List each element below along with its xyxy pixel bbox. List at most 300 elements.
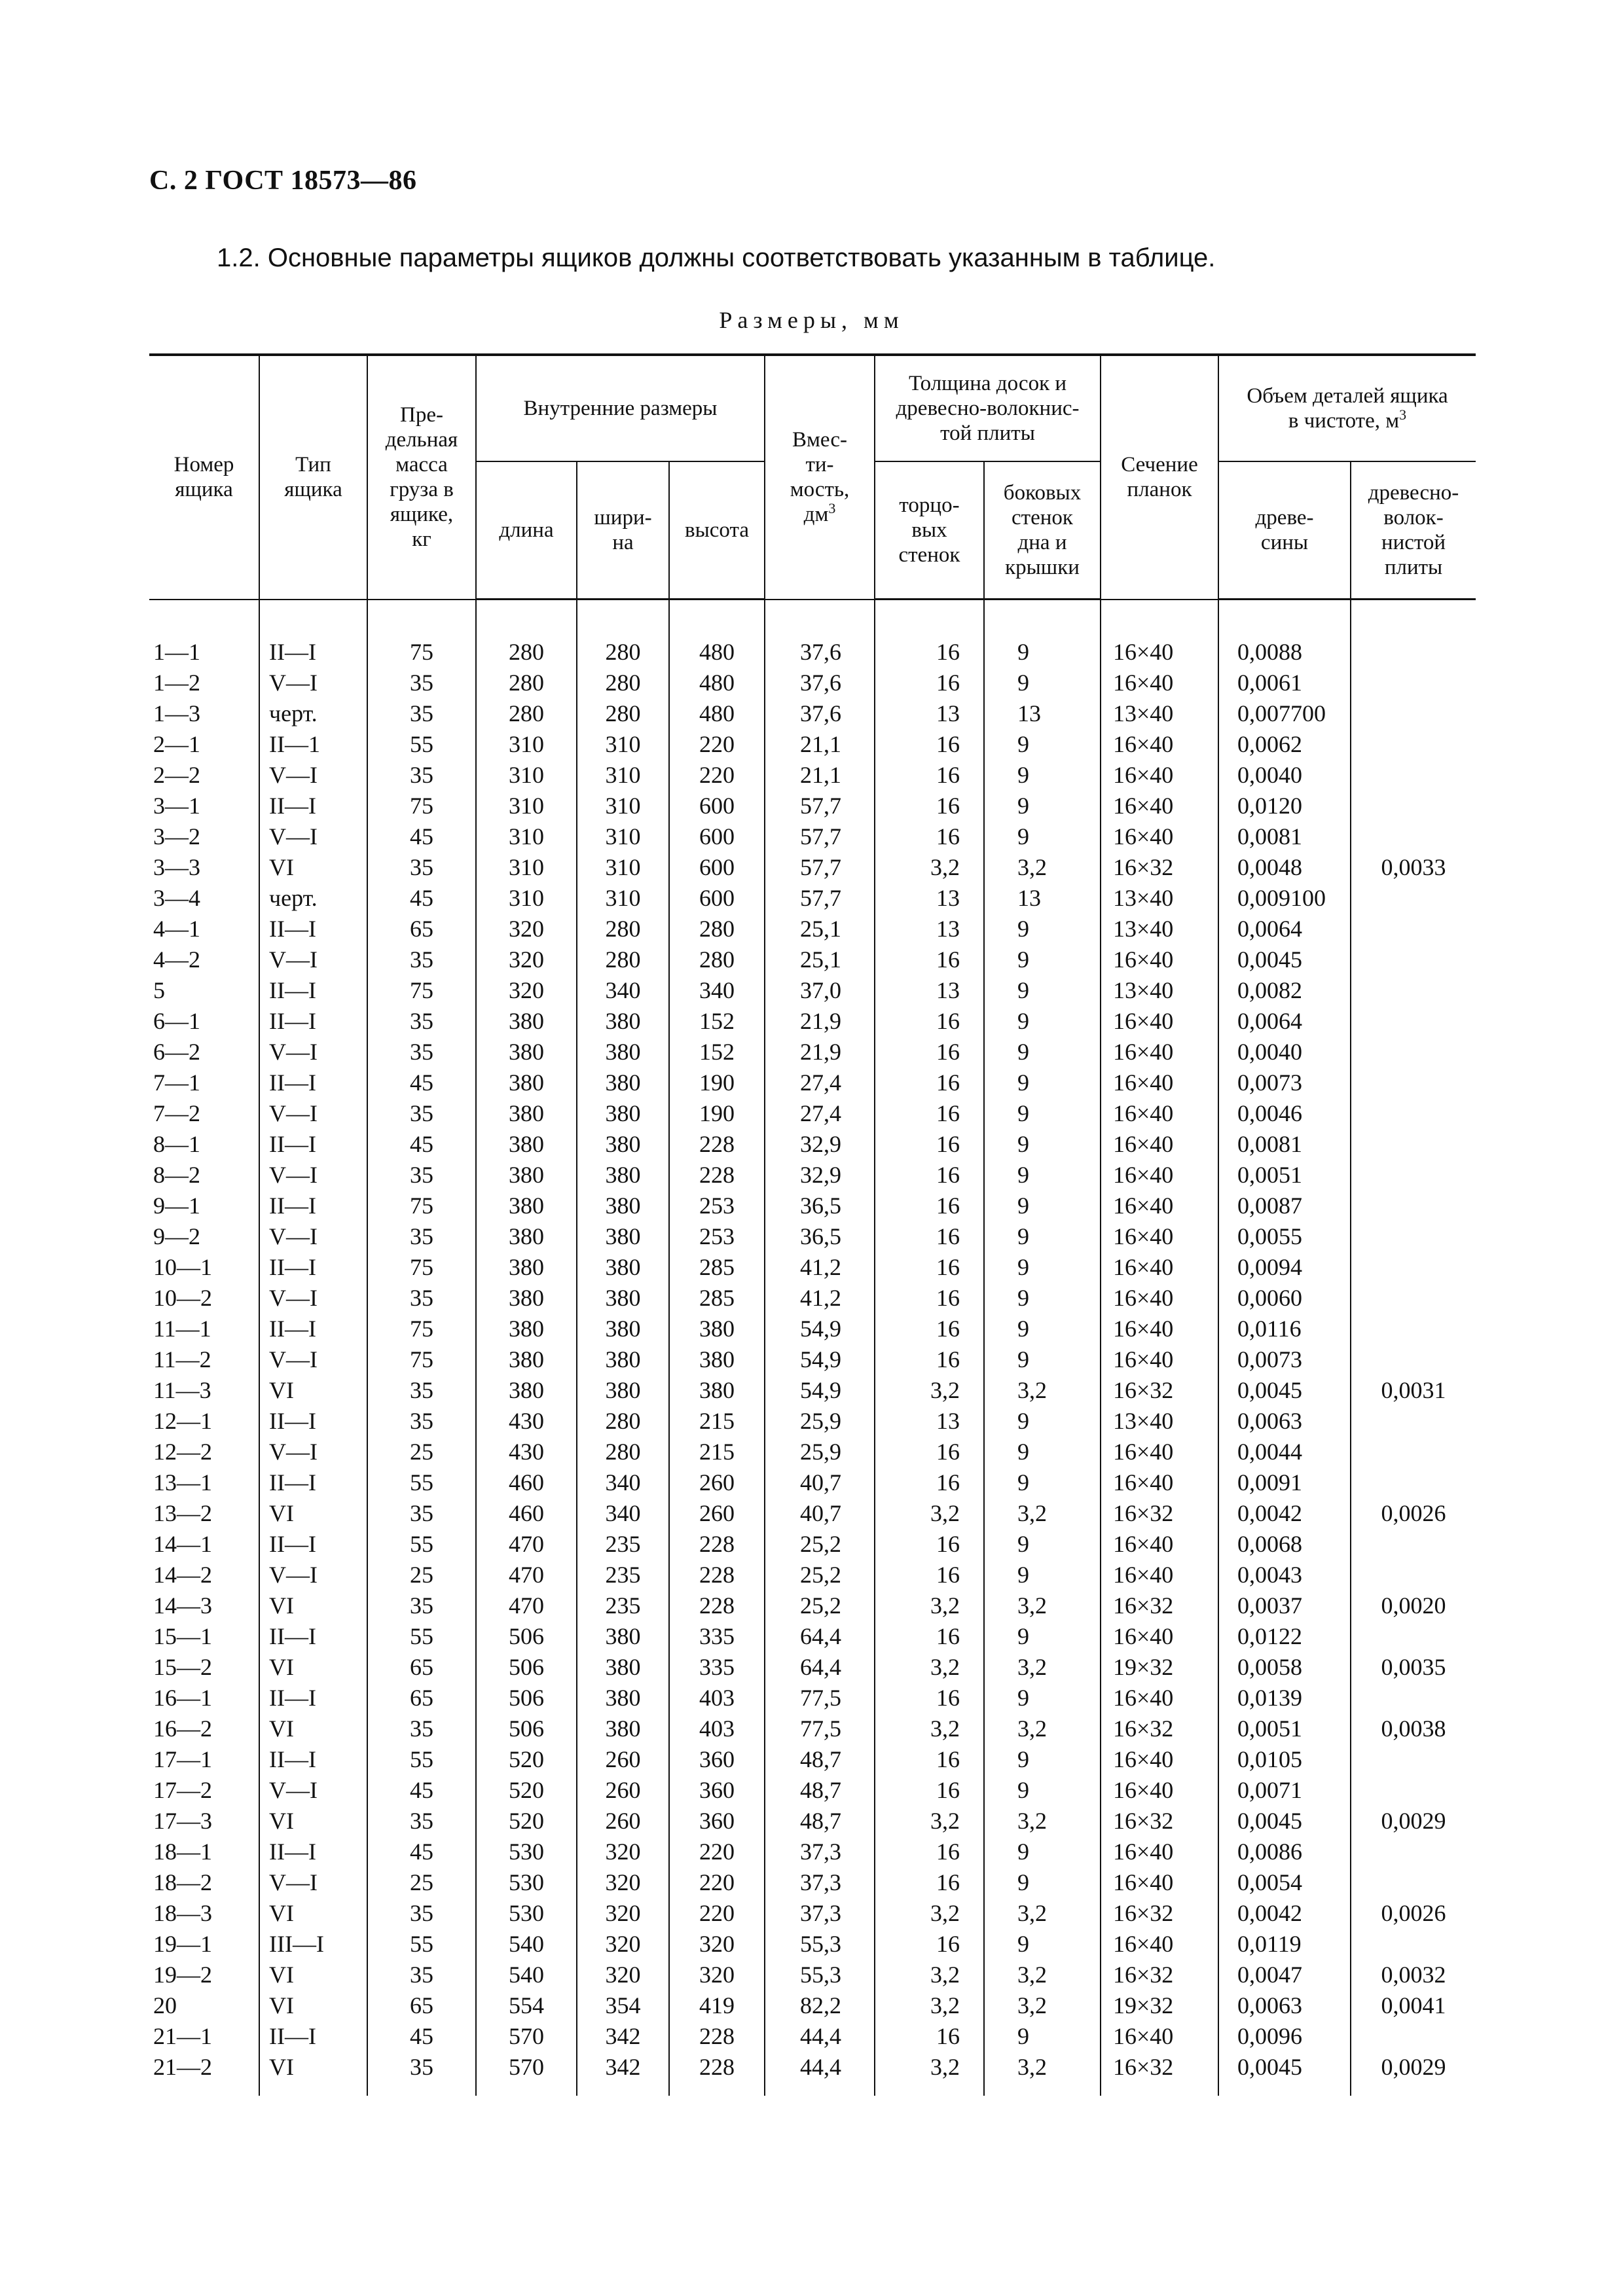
cell-wood-volume: 0,0091 xyxy=(1218,1467,1351,1498)
cell-height: 152 xyxy=(669,1037,765,1067)
cell-capacity: 54,9 xyxy=(765,1314,875,1344)
cell-length: 530 xyxy=(476,1898,577,1929)
cell-slat-section: 16×40 xyxy=(1101,1775,1218,1806)
cell-wood-volume: 0,0068 xyxy=(1218,1529,1351,1560)
spacer-cell xyxy=(1218,2083,1351,2096)
cell-width: 320 xyxy=(577,1867,669,1898)
cell-end-wall-thickness: 3,2 xyxy=(875,1806,984,1837)
cell-end-wall-thickness: 16 xyxy=(875,1437,984,1467)
spacer-cell xyxy=(1101,600,1218,637)
cell-height: 380 xyxy=(669,1344,765,1375)
cell-side-wall-thickness: 3,2 xyxy=(984,1713,1101,1744)
cell-box-type: VI xyxy=(259,2052,367,2083)
cell-wood-volume: 0,0063 xyxy=(1218,1406,1351,1437)
cell-side-wall-thickness: 3,2 xyxy=(984,1590,1101,1621)
spacer-cell xyxy=(669,2083,765,2096)
table-row xyxy=(149,698,1476,729)
cell-end-wall-thickness: 3,2 xyxy=(875,1713,984,1744)
cell-fiberboard-volume: 0,0033 xyxy=(1381,854,1446,880)
cell-fiberboard-volume xyxy=(1351,2021,1476,2052)
table-row xyxy=(149,1529,1476,1560)
cell-box-number: 21—1 xyxy=(149,2021,259,2052)
cell-capacity: 54,9 xyxy=(765,1344,875,1375)
cell-side-wall-thickness: 3,2 xyxy=(984,1498,1101,1529)
cell-capacity: 44,4 xyxy=(765,2021,875,2052)
cell-height: 403 xyxy=(669,1683,765,1713)
cell-width: 340 xyxy=(577,1467,669,1498)
cell-width: 340 xyxy=(577,1498,669,1529)
cell-box-type: V—I xyxy=(259,668,367,698)
table-row xyxy=(149,1990,1476,2021)
cell-side-wall-thickness: 9 xyxy=(984,1344,1101,1375)
cell-wood-volume: 0,0064 xyxy=(1218,1006,1351,1037)
cell-wood-volume: 0,0042 xyxy=(1218,1498,1351,1529)
cell-wood-volume: 0,0055 xyxy=(1218,1221,1351,1252)
cell-wood-volume: 0,007700 xyxy=(1218,698,1351,729)
cell-max-load: 75 xyxy=(367,637,476,668)
cell-fiberboard-volume xyxy=(1351,1529,1476,1560)
table-body xyxy=(149,600,1476,2096)
cell-width: 380 xyxy=(577,1037,669,1067)
cell-length: 530 xyxy=(476,1867,577,1898)
cell-wood-volume: 0,0064 xyxy=(1218,914,1351,944)
cell-slat-section: 16×40 xyxy=(1101,1560,1218,1590)
cell-box-type: VI xyxy=(259,1713,367,1744)
table-row xyxy=(149,760,1476,791)
cell-side-wall-thickness: 9 xyxy=(984,1837,1101,1867)
cell-max-load: 45 xyxy=(367,1837,476,1867)
cell-end-wall-thickness: 3,2 xyxy=(875,1375,984,1406)
cell-max-load: 45 xyxy=(367,1067,476,1098)
table-row xyxy=(149,1898,1476,1929)
cell-fiberboard-volume: 0,0038 xyxy=(1381,1715,1446,1742)
cell-height: 152 xyxy=(669,1006,765,1037)
table-row xyxy=(149,1806,1476,1837)
cell-width: 380 xyxy=(577,1283,669,1314)
header-max-load: Пре- дельная масса груза в ящике, кг xyxy=(367,355,476,600)
cell-wood-volume: 0,0073 xyxy=(1218,1344,1351,1375)
cell-fiberboard-volume xyxy=(1351,1006,1476,1037)
cell-slat-section: 19×32 xyxy=(1101,1652,1218,1683)
cell-slat-section: 16×40 xyxy=(1101,1437,1218,1467)
cell-slat-section: 16×40 xyxy=(1101,1529,1218,1560)
cell-end-wall-thickness: 16 xyxy=(875,1006,984,1037)
cell-box-number: 3—3 xyxy=(149,852,259,883)
cell-capacity: 40,7 xyxy=(765,1467,875,1498)
header-width: шири- на xyxy=(577,461,669,600)
header-end-walls: торцо- вых стенок xyxy=(875,461,984,600)
cell-box-type: V—I xyxy=(259,1437,367,1467)
table-row xyxy=(149,975,1476,1006)
cell-slat-section: 13×40 xyxy=(1101,698,1218,729)
cell-box-number: 15—2 xyxy=(149,1652,259,1683)
cell-box-number: 11—1 xyxy=(149,1314,259,1344)
cell-slat-section: 16×40 xyxy=(1101,791,1218,821)
cell-box-number: 11—3 xyxy=(149,1375,259,1406)
cell-fiberboard-volume xyxy=(1351,1867,1476,1898)
cell-slat-section: 16×40 xyxy=(1101,1621,1218,1652)
cell-max-load: 35 xyxy=(367,1960,476,1990)
cell-max-load: 35 xyxy=(367,1590,476,1621)
cell-side-wall-thickness: 9 xyxy=(984,1560,1101,1590)
cell-end-wall-thickness: 16 xyxy=(875,1775,984,1806)
cell-end-wall-thickness: 16 xyxy=(875,1467,984,1498)
cell-slat-section: 16×40 xyxy=(1101,1129,1218,1160)
cell-width: 380 xyxy=(577,1683,669,1713)
cell-box-number: 16—1 xyxy=(149,1683,259,1713)
cell-slat-section: 16×40 xyxy=(1101,1929,1218,1960)
cell-height: 360 xyxy=(669,1806,765,1837)
cell-slat-section: 16×40 xyxy=(1101,1467,1218,1498)
cell-capacity: 44,4 xyxy=(765,2052,875,2083)
cell-width: 380 xyxy=(577,1621,669,1652)
cell-height: 220 xyxy=(669,729,765,760)
cell-box-number: 18—3 xyxy=(149,1898,259,1929)
cell-capacity: 57,7 xyxy=(765,791,875,821)
cell-height: 403 xyxy=(669,1713,765,1744)
cell-wood-volume: 0,0081 xyxy=(1218,1129,1351,1160)
cell-slat-section: 16×40 xyxy=(1101,1283,1218,1314)
cell-max-load: 25 xyxy=(367,1867,476,1898)
cell-side-wall-thickness: 3,2 xyxy=(984,2052,1101,2083)
spacer-cell xyxy=(149,600,259,637)
header-height: высота xyxy=(669,461,765,600)
cell-end-wall-thickness: 16 xyxy=(875,1744,984,1775)
cell-box-number: 8—1 xyxy=(149,1129,259,1160)
table-spacer-row xyxy=(149,2083,1476,2096)
cell-box-number: 2—1 xyxy=(149,729,259,760)
cell-side-wall-thickness: 3,2 xyxy=(984,1375,1101,1406)
spacer-cell xyxy=(1351,2083,1476,2096)
cell-width: 380 xyxy=(577,1129,669,1160)
cell-fiberboard-volume xyxy=(1351,668,1476,698)
spacer-cell xyxy=(367,600,476,637)
cell-wood-volume: 0,0040 xyxy=(1218,1037,1351,1067)
cell-width: 280 xyxy=(577,944,669,975)
cell-slat-section: 16×32 xyxy=(1101,1806,1218,1837)
cell-slat-section: 13×40 xyxy=(1101,975,1218,1006)
cell-wood-volume: 0,0037 xyxy=(1218,1590,1351,1621)
cell-end-wall-thickness: 16 xyxy=(875,1160,984,1191)
cell-slat-section: 13×40 xyxy=(1101,1406,1218,1437)
table-row xyxy=(149,944,1476,975)
cell-wood-volume: 0,009100 xyxy=(1218,883,1351,914)
cell-slat-section: 16×32 xyxy=(1101,1498,1218,1529)
header-capacity-exp: 3 xyxy=(828,500,836,517)
header-slat-section: Сечение планок xyxy=(1101,355,1218,600)
cell-box-number: 15—1 xyxy=(149,1621,259,1652)
cell-max-load: 75 xyxy=(367,1344,476,1375)
cell-end-wall-thickness: 16 xyxy=(875,760,984,791)
cell-slat-section: 16×40 xyxy=(1101,1006,1218,1037)
cell-height: 228 xyxy=(669,1129,765,1160)
cell-slat-section: 16×40 xyxy=(1101,729,1218,760)
cell-capacity: 82,2 xyxy=(765,1990,875,2021)
cell-fiberboard-volume xyxy=(1351,821,1476,852)
cell-end-wall-thickness: 16 xyxy=(875,1067,984,1098)
cell-side-wall-thickness: 13 xyxy=(984,883,1101,914)
cell-length: 520 xyxy=(476,1744,577,1775)
cell-box-type: V—I xyxy=(259,1560,367,1590)
cell-box-number: 10—2 xyxy=(149,1283,259,1314)
cell-side-wall-thickness: 9 xyxy=(984,1467,1101,1498)
cell-wood-volume: 0,0071 xyxy=(1218,1775,1351,1806)
cell-box-number: 17—2 xyxy=(149,1775,259,1806)
cell-wood-volume: 0,0045 xyxy=(1218,944,1351,975)
table-row xyxy=(149,1621,1476,1652)
cell-wood-volume: 0,0081 xyxy=(1218,821,1351,852)
spacer-cell xyxy=(669,600,765,637)
cell-capacity: 37,6 xyxy=(765,637,875,668)
cell-box-type: II—I xyxy=(259,1683,367,1713)
cell-wood-volume: 0,0045 xyxy=(1218,2052,1351,2083)
cell-length: 506 xyxy=(476,1652,577,1683)
cell-box-number: 3—4 xyxy=(149,883,259,914)
cell-width: 260 xyxy=(577,1806,669,1837)
cell-max-load: 25 xyxy=(367,1437,476,1467)
cell-side-wall-thickness: 9 xyxy=(984,1314,1101,1344)
table-row xyxy=(149,1283,1476,1314)
spacer-cell xyxy=(259,600,367,637)
cell-capacity: 32,9 xyxy=(765,1160,875,1191)
spacer-cell xyxy=(765,600,875,637)
cell-slat-section: 13×40 xyxy=(1101,914,1218,944)
cell-fiberboard-volume xyxy=(1351,1067,1476,1098)
table-row xyxy=(149,1160,1476,1191)
cell-height: 360 xyxy=(669,1744,765,1775)
header-capacity xyxy=(765,355,875,600)
cell-capacity: 41,2 xyxy=(765,1283,875,1314)
cell-box-type: VI xyxy=(259,1898,367,1929)
cell-length: 460 xyxy=(476,1467,577,1498)
cell-box-type: V—I xyxy=(259,1775,367,1806)
cell-box-type: II—I xyxy=(259,637,367,668)
cell-box-number: 14—2 xyxy=(149,1560,259,1590)
cell-height: 220 xyxy=(669,1867,765,1898)
cell-fiberboard-volume xyxy=(1351,1191,1476,1221)
cell-length: 570 xyxy=(476,2052,577,2083)
cell-capacity: 54,9 xyxy=(765,1375,875,1406)
cell-max-load: 45 xyxy=(367,1129,476,1160)
cell-fiberboard-volume xyxy=(1351,1037,1476,1067)
cell-max-load: 35 xyxy=(367,852,476,883)
spacer-cell xyxy=(367,2083,476,2096)
cell-fiberboard-volume: 0,0029 xyxy=(1381,2054,1446,2080)
cell-max-load: 35 xyxy=(367,1806,476,1837)
cell-end-wall-thickness: 3,2 xyxy=(875,1498,984,1529)
cell-length: 380 xyxy=(476,1314,577,1344)
cell-width: 280 xyxy=(577,637,669,668)
cell-width: 310 xyxy=(577,852,669,883)
cell-end-wall-thickness: 16 xyxy=(875,1621,984,1652)
cell-width: 310 xyxy=(577,883,669,914)
cell-box-type: V—I xyxy=(259,1344,367,1375)
cell-width: 280 xyxy=(577,668,669,698)
cell-fiberboard-volume: 0,0035 xyxy=(1381,1654,1446,1680)
cell-wood-volume: 0,0058 xyxy=(1218,1652,1351,1683)
cell-max-load: 35 xyxy=(367,1713,476,1744)
cell-box-type: VI xyxy=(259,852,367,883)
parameters-table xyxy=(149,353,1476,2096)
cell-slat-section: 16×40 xyxy=(1101,668,1218,698)
cell-height: 220 xyxy=(669,1898,765,1929)
cell-side-wall-thickness: 9 xyxy=(984,1406,1101,1437)
cell-length: 380 xyxy=(476,1191,577,1221)
cell-box-type: II—I xyxy=(259,1529,367,1560)
spacer-cell xyxy=(577,600,669,637)
cell-length: 506 xyxy=(476,1683,577,1713)
cell-max-load: 35 xyxy=(367,698,476,729)
cell-capacity: 37,6 xyxy=(765,668,875,698)
table-row xyxy=(149,1775,1476,1806)
cell-length: 380 xyxy=(476,1252,577,1283)
cell-side-wall-thickness: 9 xyxy=(984,1252,1101,1283)
cell-height: 228 xyxy=(669,1590,765,1621)
cell-capacity: 21,9 xyxy=(765,1037,875,1067)
cell-box-number: 8—2 xyxy=(149,1160,259,1191)
spacer-cell xyxy=(476,600,577,637)
cell-slat-section: 16×40 xyxy=(1101,1037,1218,1067)
cell-end-wall-thickness: 3,2 xyxy=(875,1960,984,1990)
cell-slat-section: 16×32 xyxy=(1101,1590,1218,1621)
cell-end-wall-thickness: 3,2 xyxy=(875,2052,984,2083)
cell-width: 340 xyxy=(577,975,669,1006)
cell-width: 260 xyxy=(577,1775,669,1806)
spacer-cell xyxy=(984,2083,1101,2096)
cell-length: 520 xyxy=(476,1806,577,1837)
cell-slat-section: 16×32 xyxy=(1101,1898,1218,1929)
cell-max-load: 35 xyxy=(367,1498,476,1529)
cell-box-number: 13—1 xyxy=(149,1467,259,1498)
cell-side-wall-thickness: 9 xyxy=(984,1867,1101,1898)
cell-side-wall-thickness: 9 xyxy=(984,1067,1101,1098)
header-fiberboard: древесно- волок- нистой плиты xyxy=(1351,461,1476,600)
cell-height: 215 xyxy=(669,1437,765,1467)
cell-max-load: 75 xyxy=(367,791,476,821)
cell-wood-volume: 0,0060 xyxy=(1218,1283,1351,1314)
table-row xyxy=(149,1375,1476,1406)
cell-end-wall-thickness: 16 xyxy=(875,1314,984,1344)
table-row xyxy=(149,821,1476,852)
cell-capacity: 21,1 xyxy=(765,729,875,760)
cell-height: 228 xyxy=(669,1529,765,1560)
cell-length: 380 xyxy=(476,1067,577,1098)
cell-box-number: 19—2 xyxy=(149,1960,259,1990)
cell-capacity: 41,2 xyxy=(765,1252,875,1283)
cell-height: 228 xyxy=(669,1160,765,1191)
cell-box-type: II—1 xyxy=(259,729,367,760)
cell-box-type: II—I xyxy=(259,914,367,944)
cell-fiberboard-volume xyxy=(1351,1344,1476,1375)
cell-end-wall-thickness: 16 xyxy=(875,1344,984,1375)
table-row xyxy=(149,637,1476,668)
cell-max-load: 35 xyxy=(367,1898,476,1929)
cell-wood-volume: 0,0046 xyxy=(1218,1098,1351,1129)
cell-box-type: V—I xyxy=(259,760,367,791)
cell-side-wall-thickness: 3,2 xyxy=(984,1960,1101,1990)
cell-box-number: 3—1 xyxy=(149,791,259,821)
cell-fiberboard-volume: 0,0031 xyxy=(1381,1377,1446,1403)
cell-side-wall-thickness: 9 xyxy=(984,1191,1101,1221)
cell-width: 320 xyxy=(577,1960,669,1990)
cell-slat-section: 16×40 xyxy=(1101,760,1218,791)
cell-width: 342 xyxy=(577,2021,669,2052)
cell-width: 280 xyxy=(577,698,669,729)
cell-slat-section: 16×40 xyxy=(1101,1191,1218,1221)
table-row xyxy=(149,1652,1476,1683)
table-row xyxy=(149,1590,1476,1621)
table-row xyxy=(149,1744,1476,1775)
spacer-cell xyxy=(1351,600,1476,637)
table-row xyxy=(149,1037,1476,1067)
cell-side-wall-thickness: 9 xyxy=(984,1129,1101,1160)
cell-max-load: 65 xyxy=(367,1683,476,1713)
cell-capacity: 21,1 xyxy=(765,760,875,791)
cell-capacity: 55,3 xyxy=(765,1960,875,1990)
cell-side-wall-thickness: 9 xyxy=(984,975,1101,1006)
cell-box-type: II—I xyxy=(259,1467,367,1498)
cell-max-load: 35 xyxy=(367,1037,476,1067)
cell-side-wall-thickness: 9 xyxy=(984,944,1101,975)
cell-max-load: 25 xyxy=(367,1560,476,1590)
cell-box-type: II—I xyxy=(259,1744,367,1775)
cell-box-type: V—I xyxy=(259,1867,367,1898)
cell-box-number: 18—1 xyxy=(149,1837,259,1867)
cell-max-load: 65 xyxy=(367,914,476,944)
cell-capacity: 21,9 xyxy=(765,1006,875,1037)
cell-wood-volume: 0,0088 xyxy=(1218,637,1351,668)
cell-length: 530 xyxy=(476,1837,577,1867)
cell-side-wall-thickness: 9 xyxy=(984,1098,1101,1129)
cell-max-load: 55 xyxy=(367,1929,476,1960)
cell-end-wall-thickness: 16 xyxy=(875,791,984,821)
cell-box-type: черт. xyxy=(259,883,367,914)
cell-width: 380 xyxy=(577,1067,669,1098)
table-row xyxy=(149,1129,1476,1160)
cell-height: 340 xyxy=(669,975,765,1006)
cell-fiberboard-volume xyxy=(1351,1314,1476,1344)
cell-width: 280 xyxy=(577,1437,669,1467)
cell-end-wall-thickness: 13 xyxy=(875,914,984,944)
cell-capacity: 37,3 xyxy=(765,1867,875,1898)
cell-slat-section: 16×32 xyxy=(1101,2052,1218,2083)
cell-box-number: 1—2 xyxy=(149,668,259,698)
cell-height: 228 xyxy=(669,2021,765,2052)
cell-wood-volume: 0,0082 xyxy=(1218,975,1351,1006)
cell-height: 253 xyxy=(669,1191,765,1221)
cell-length: 310 xyxy=(476,852,577,883)
cell-capacity: 48,7 xyxy=(765,1806,875,1837)
cell-max-load: 55 xyxy=(367,1744,476,1775)
cell-wood-volume: 0,0044 xyxy=(1218,1437,1351,1467)
cell-height: 285 xyxy=(669,1252,765,1283)
cell-width: 380 xyxy=(577,1713,669,1744)
cell-capacity: 55,3 xyxy=(765,1929,875,1960)
cell-box-number: 2—2 xyxy=(149,760,259,791)
header-volume-exp: 3 xyxy=(1399,406,1407,423)
cell-side-wall-thickness: 9 xyxy=(984,760,1101,791)
cell-fiberboard-volume: 0,0041 xyxy=(1381,1992,1446,2018)
cell-height: 480 xyxy=(669,637,765,668)
cell-max-load: 65 xyxy=(367,1990,476,2021)
cell-end-wall-thickness: 16 xyxy=(875,1037,984,1067)
cell-slat-section: 16×40 xyxy=(1101,1683,1218,1713)
cell-side-wall-thickness: 3,2 xyxy=(984,852,1101,883)
cell-width: 354 xyxy=(577,1990,669,2021)
cell-capacity: 25,1 xyxy=(765,914,875,944)
cell-wood-volume: 0,0096 xyxy=(1218,2021,1351,2052)
cell-side-wall-thickness: 3,2 xyxy=(984,1652,1101,1683)
